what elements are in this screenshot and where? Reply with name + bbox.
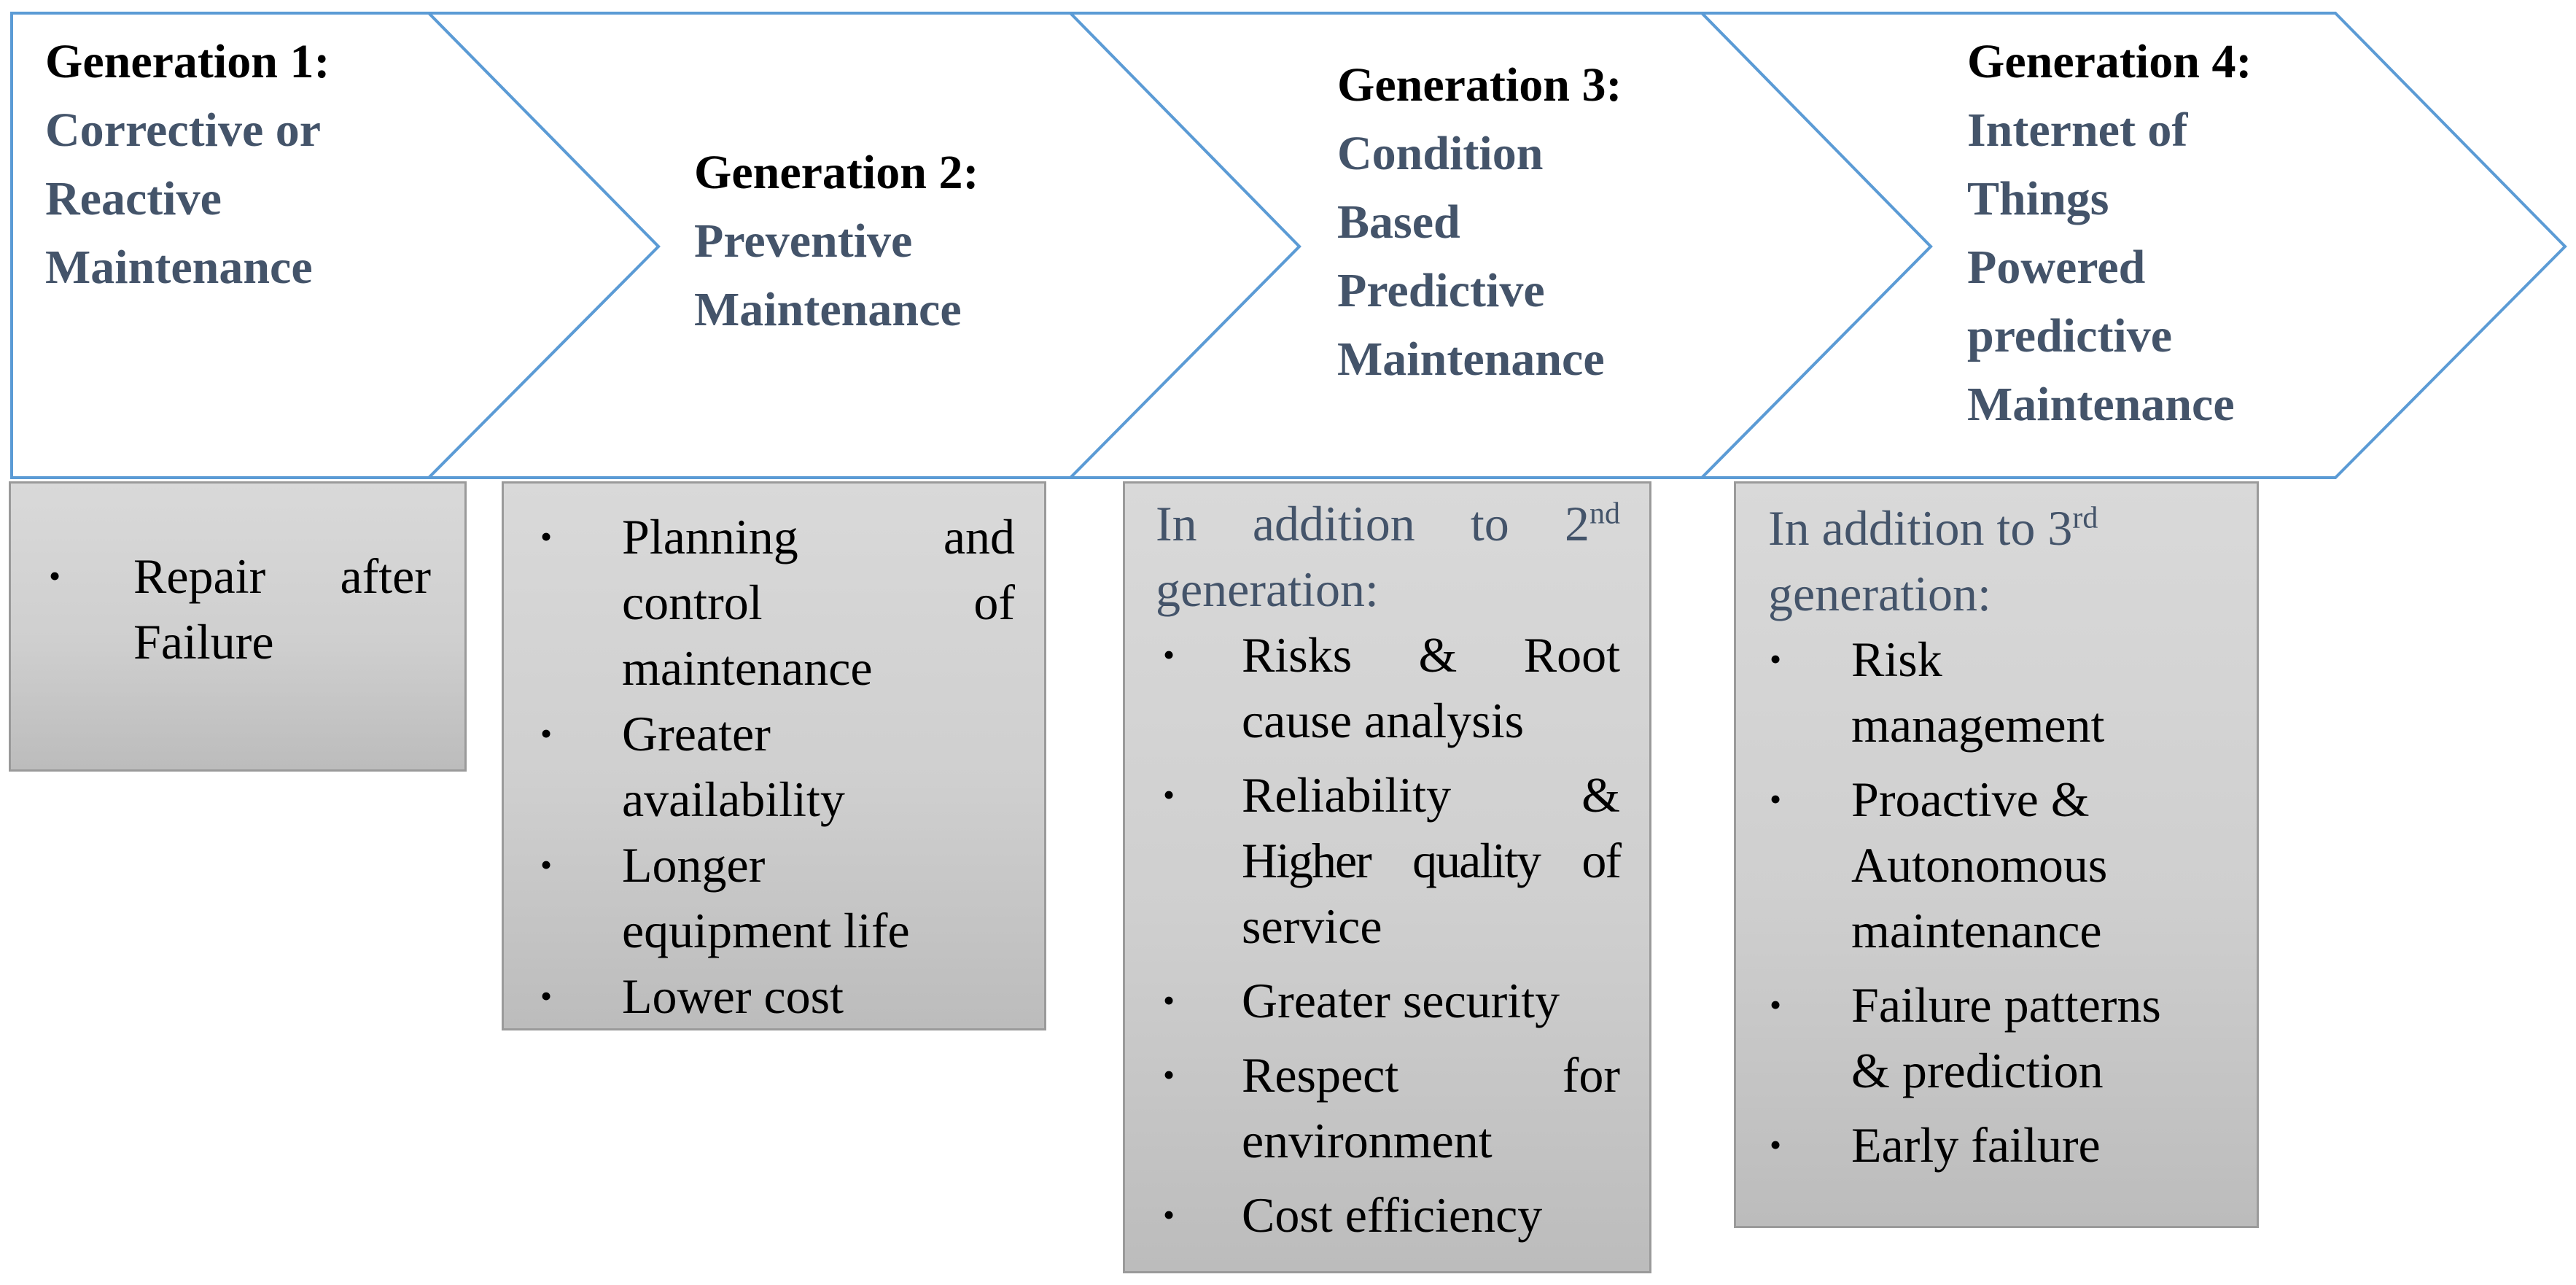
generation-3-intro: In addition to 2nd generation:: [1156, 496, 1620, 617]
bullet-icon: •: [540, 518, 553, 555]
list-item: • Longer equipment life: [540, 832, 1015, 963]
list-item: • Risks & Root cause analysis: [1163, 622, 1620, 753]
bullet-icon: •: [1770, 986, 1782, 1023]
list-item: • Reliability & Higher quality of service: [1163, 762, 1620, 959]
list-item: • Respect for environment: [1163, 1042, 1620, 1173]
bullet-icon: •: [1770, 640, 1782, 678]
generation-2-title: Preventive Maintenance: [694, 214, 962, 336]
generation-1-benefits-list: [49, 543, 431, 675]
generation-4-label: Generation 4:: [1967, 35, 2252, 88]
generation-1-heading: [45, 28, 330, 302]
bullet-icon: •: [1770, 780, 1782, 818]
generation-1-title: Corrective or Reactive Maintenance: [45, 104, 322, 294]
bullet-icon: •: [49, 557, 61, 594]
list-item: • Proactive & Autonomous maintenance: [1770, 766, 2227, 963]
bullet-icon: •: [540, 977, 553, 1014]
generation-4-title: Internet of Things Powered predictive Maintenance: [1967, 104, 2235, 431]
generation-1-label: Generation 1:: [45, 35, 330, 88]
generation-3-heading: [1337, 51, 1622, 394]
generation-2-heading: [694, 139, 978, 344]
bullet-icon: •: [1163, 982, 1175, 1019]
list-item: • Early failure: [1770, 1112, 2227, 1178]
generation-4-intro: In addition to 3rd generation:: [1768, 500, 2098, 621]
bullet-icon: •: [1163, 776, 1175, 813]
generation-3-benefits-list: [1163, 622, 1620, 1248]
generation-3-benefits-box: [1123, 481, 1651, 1273]
list-item: • Repair after Failure: [49, 543, 431, 675]
generation-1-benefits-box: [9, 481, 467, 772]
generation-3-label: Generation 3:: [1337, 58, 1622, 112]
list-item: • Planning and control of maintenance: [540, 504, 1015, 701]
list-item: • Lower cost: [540, 963, 1015, 1029]
bullet-icon: •: [540, 846, 553, 883]
generation-3-title: Condition Based Predictive Maintenance: [1337, 127, 1605, 386]
bullet-icon: •: [540, 715, 553, 752]
list-item: • Greater availability: [540, 701, 1015, 832]
bullet-icon: •: [1163, 636, 1175, 673]
list-item: • Failure patterns & prediction: [1770, 972, 2227, 1103]
bullet-icon: •: [1770, 1126, 1782, 1163]
generation-2-benefits-box: [502, 481, 1046, 1030]
generation-2-label: Generation 2:: [694, 146, 979, 199]
generation-4-heading: [1967, 28, 2252, 439]
list-item: • Risk management: [1770, 626, 2227, 758]
generation-4-benefits-box: [1734, 481, 2259, 1228]
bullet-icon: •: [1163, 1196, 1175, 1233]
list-item: • Greater security: [1163, 968, 1620, 1033]
generation-2-benefits-list: [540, 504, 1015, 1029]
bullet-icon: •: [1163, 1056, 1175, 1093]
generation-4-benefits-list: [1770, 626, 2227, 1178]
list-item: • Cost efficiency: [1163, 1182, 1620, 1248]
